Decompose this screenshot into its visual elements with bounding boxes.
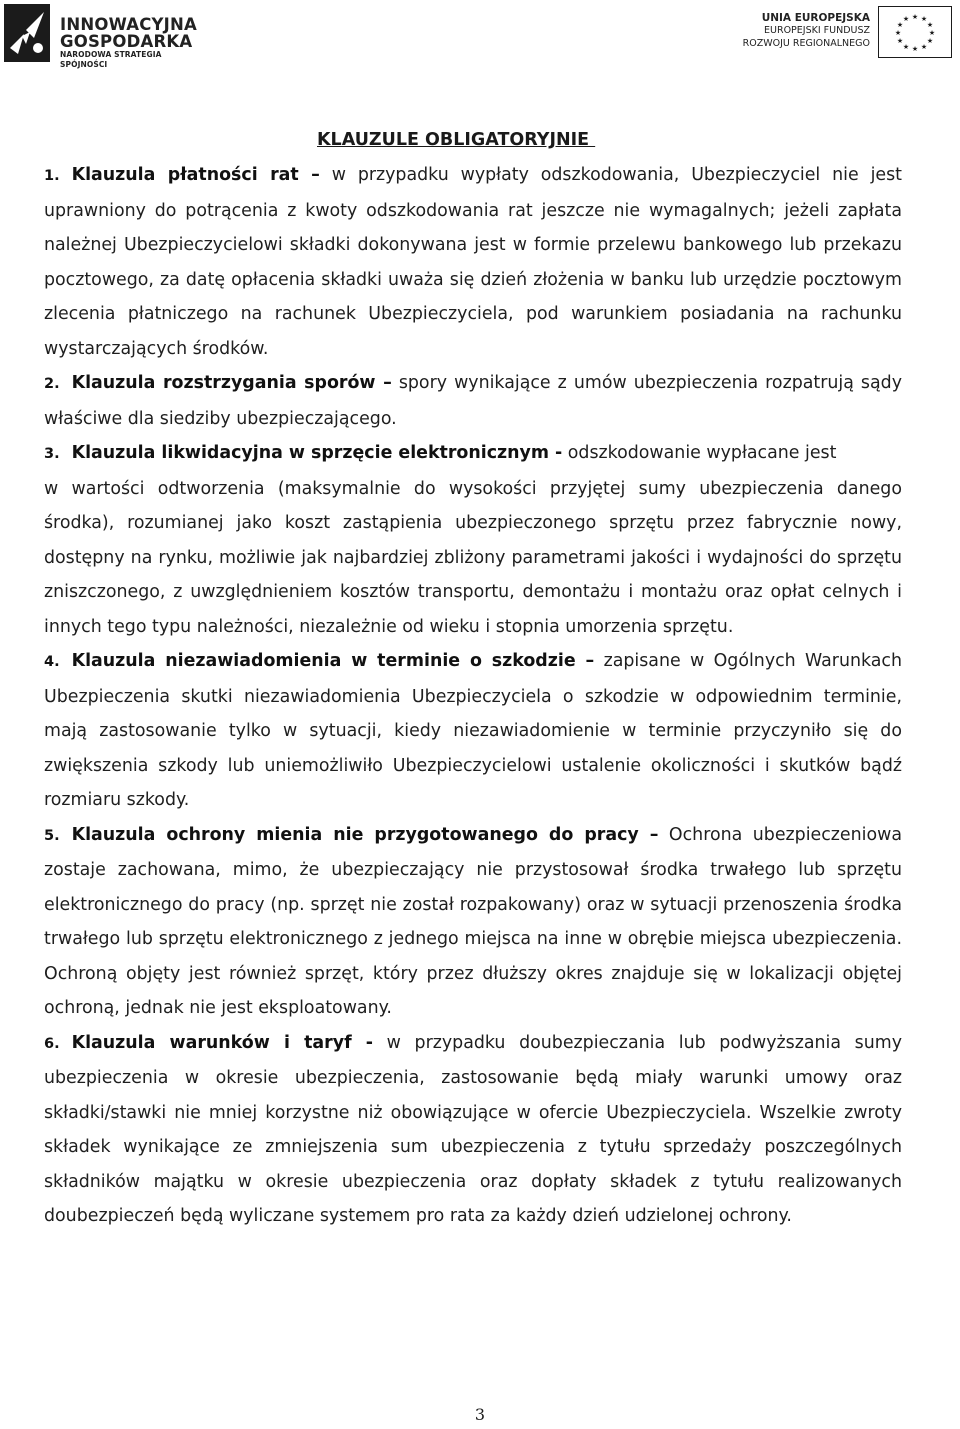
clause-text: w przypadku doubezpieczania lub podwyższania sumy ubezpieczenia w okresie ubezpieczenia, zastosowanie będą miały warunki umowy oraz składki/stawki nie mniej korzystne niż obowiązujące w ofercie Ubezpieczyciela. Wszelkie zwroty składek wynikające ze zmniejszenia sum ubezpieczenia z tytułu sprzedaży poszczególnych składników majątku w okresie ubezpieczenia oraz dopłaty składek z tytułu realizowanych doubezpieczeń będą wyliczane systemem pro rata za każdy dzień udzielonej ochrony. <box>44 1032 902 1226</box>
svg-text:★: ★ <box>928 29 936 37</box>
clause-number: 1. <box>44 168 60 184</box>
eu-fund-logo <box>742 6 952 66</box>
logo-line-fundusz: EUROPEJSKI FUNDUSZ <box>764 25 870 36</box>
clause-heading: Klauzula warunków i taryf - <box>71 1032 374 1053</box>
svg-text:★: ★ <box>896 37 904 45</box>
clause-6 <box>44 1026 902 1234</box>
clause-3 <box>44 436 902 472</box>
innowacyjna-gospodarka-logo <box>4 4 204 69</box>
svg-text:★: ★ <box>926 21 934 29</box>
logo-line-innowacyjna: INNOWACYJNA <box>60 15 197 34</box>
page-number: 3 <box>474 1405 486 1424</box>
clause-heading: Klauzula niezawiadomienia w terminie o szkodzie – <box>71 651 595 671</box>
svg-text:★: ★ <box>896 21 904 29</box>
clause-number: 5. <box>44 827 60 844</box>
clause-number: 2. <box>44 376 60 392</box>
clause-3-continuation: w wartości odtworzenia (maksymalnie do wysokości przyjętej sumy ubezpieczenia danego środka), rozumianej jako koszt zastąpienia ubezpieczonego sprzętu przez fabrycznie nowy, dostępny na rynku, możliwie jak najbardziej zbliżony parametrami jakości i wydajności do sprzętu zniszczonego, z uwzględnieniem kosztów transportu, demontażu i montażu oraz opłat celnych i innych tego typu należności, niezależnie od wieku i stopnia umorzenia sprzętu. <box>44 478 902 637</box>
clause-1 <box>44 158 902 366</box>
clause-heading: Klauzula ochrony mienia nie przygotowanego do pracy – <box>71 824 659 845</box>
svg-text:★: ★ <box>920 43 928 51</box>
clause-number: 4. <box>44 654 60 670</box>
svg-text:★: ★ <box>902 15 910 23</box>
clause-number: 6. <box>44 1035 60 1052</box>
svg-text:★: ★ <box>920 15 928 23</box>
svg-text:★: ★ <box>926 37 934 45</box>
clause-2 <box>44 366 902 436</box>
clause-5 <box>44 818 902 1026</box>
svg-text:★: ★ <box>911 13 919 21</box>
clause-text: w przypadku wypłaty odszkodowania, Ubezpieczyciel nie jest uprawniony do potrącenia z kwoty odszkodowania rat jeszcze nie wymagalnych; jeżeli zapłata należnej Ubezpieczycielowi składki dokonywana jest w formie przelewu bankowego lub przekazu pocztowego, za datę opłacenia składki uważa się dzień złożenia w banku lub urzędzie pocztowym zlecenia płatniczego na rachunek Ubezpieczyciela, pod warunkiem posiadania na rachunku wystarczających środków. <box>44 165 902 359</box>
logo-line-strategia: NARODOWA STRATEGIA SPÓJNOŚCI <box>60 50 162 69</box>
page-header <box>0 0 960 80</box>
page-title: KLAUZULE OBLIGATORYJNIE <box>317 130 596 150</box>
clause-text: Ochrona ubezpieczeniowa zostaje zachowana, mimo, że ubezpieczający nie przystosował środka trwałego lub sprzętu elektronicznego do pracy (np. sprzęt nie został rozpakowany) oraz w sytuacji przenoszenia środka trwałego lub sprzętu elektronicznego z jednego miejsca na inne w obrębie miejsca ubezpieczenia. Ochroną objęty jest również sprzęt, który przez dłuższy okres znajduje się w lokalizacji objętej ochroną, jednak nie jest eksploatowany. <box>44 824 902 1018</box>
logo-line-gospodarka: GOSPODARKA <box>60 32 193 51</box>
eu-flag-icon <box>878 6 952 58</box>
clause-heading: Klauzula płatności rat – <box>71 165 320 185</box>
clause-4 <box>44 644 902 818</box>
logo-line-unia-europejska: UNIA EUROPEJSKA <box>761 12 870 24</box>
logo-line-rozwoju: ROZWOJU REGIONALNEGO <box>742 37 870 49</box>
svg-text:★: ★ <box>902 43 910 51</box>
clause-heading: Klauzula likwidacyjna w sprzęcie elektronicznym - <box>71 443 563 463</box>
clause-heading: Klauzula rozstrzygania sporów – <box>71 373 392 393</box>
clause-text: odszkodowanie wypłacane jest <box>562 443 837 463</box>
clause-text: zapisane w Ogólnych Warunkach Ubezpieczenia skutki niezawiadomienia Ubezpieczyciela o szkodzie w odpowiednim terminie, mają zastosowanie tylko w sytuacji, kiedy niezawiadomienie w terminie przyczyniło się do zwiększenia szkody lub uniemożliwiło Ubezpieczycielowi ustalenie okoliczności i skutków bądź rozmiaru szkody. <box>44 651 902 810</box>
clause-number: 3. <box>44 446 60 462</box>
svg-text:★: ★ <box>911 45 919 53</box>
svg-text:★: ★ <box>894 29 902 37</box>
clauses-list <box>44 158 902 1234</box>
innowacyjna-gospodarka-emblem-icon <box>4 4 52 64</box>
clause-text: spory wynikające z umów ubezpieczenia rozpatrują sądy właściwe dla siedziby ubezpieczającego. <box>44 373 902 429</box>
